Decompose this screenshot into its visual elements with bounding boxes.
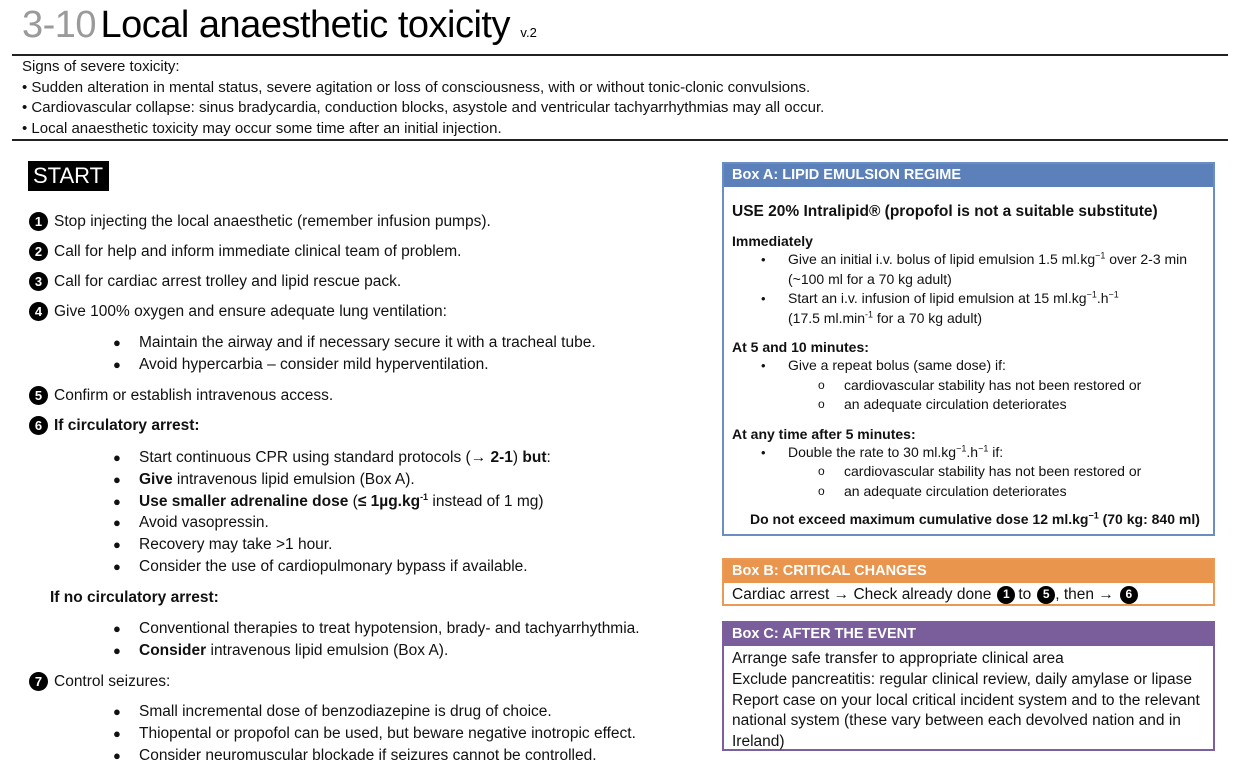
step-6-bullet: ● Avoid vasopressin. (113, 514, 269, 531)
page-title (22, 4, 537, 54)
section-number: 3-10 (22, 4, 97, 46)
after-five-minutes-heading: At any time after 5 minutes: (732, 425, 916, 442)
step-number-icon: 5 (29, 386, 48, 405)
step-text: Control seizures: (54, 672, 171, 690)
start-badge: START (28, 161, 109, 191)
five-ten-minutes-heading: At 5 and 10 minutes: (732, 339, 869, 355)
step-2 (29, 242, 461, 261)
step-number-icon: 1 (997, 586, 1015, 604)
step-number-icon: 1 (29, 212, 48, 231)
version-label: v.2 (520, 25, 537, 40)
step-number-icon: 3 (29, 272, 48, 291)
bullet-icon: ● (113, 472, 121, 487)
bullet-icon: ● (113, 494, 121, 509)
step-1 (29, 212, 491, 231)
step-text: Call for cardiac arrest trolley and lipid rescue pack. (54, 272, 402, 290)
step-number-icon: 7 (29, 672, 48, 691)
signs-section (22, 57, 824, 139)
box-a-subitem: o cardiovascular stability has not been restored or (732, 376, 1213, 396)
bullet-icon: ● (113, 515, 121, 530)
step-5 (29, 386, 333, 405)
step-4-bullet: ● Avoid hypercarbia – consider mild hyperventilation. (113, 356, 489, 373)
sign-item: • Cardiovascular collapse: sinus bradycardia, conduction blocks, asystole and ventricular tachyarrhythmias may all occur. (22, 99, 825, 116)
step-number-icon: 6 (1120, 586, 1138, 604)
signs-divider (12, 139, 1228, 141)
bullet-icon: ● (113, 450, 121, 465)
step-number-icon: 6 (29, 416, 48, 435)
step-6-bullet: ● Give intravenous lipid emulsion (Box A). (113, 471, 415, 488)
bullet-icon: ● (113, 559, 121, 574)
step-6-bullet: ● Recovery may take >1 hour. (113, 536, 333, 553)
step-7-bullet: ● Consider neuromuscular blockade if seizures cannot be controlled. (113, 747, 597, 764)
bullet-icon: ● (113, 537, 121, 552)
header-divider (12, 54, 1228, 56)
sign-item: • Sudden alteration in mental status, severe agitation or loss of consciousness, with or without tonic-clonic convulsions. (22, 78, 811, 96)
step-3 (29, 272, 401, 291)
box-a-item: • Double the rate to 30 $ml.kg^{-1}.h^{-1}$ if: (732, 443, 1213, 463)
sign-item: • Local anaesthetic toxicity may occur some time after an initial injection. (22, 119, 502, 137)
no-arrest-bullet: ● Conventional therapies to treat hypotension, brady- and tachyarrhythmia. (113, 620, 640, 637)
step-7 (29, 672, 170, 691)
box-b-header: Box B: CRITICAL CHANGES (724, 560, 1213, 583)
bullet-icon: ● (113, 704, 121, 719)
step-number-icon: 2 (29, 242, 48, 261)
no-arrest-heading: If no circulatory arrest: (50, 589, 219, 606)
step-text: Call for help and inform immediate clinical team of problem. (54, 242, 462, 260)
box-c-line: Exclude pancreatitis: regular clinical review, daily amylase or lipase (732, 670, 1193, 688)
step-text: Confirm or establish intravenous access. (54, 386, 334, 404)
box-a-item: • Give a repeat bolus (same dose) if: (732, 356, 1213, 376)
step-6 (29, 416, 200, 435)
step-7-bullet: ● Small incremental dose of benzodiazepine is drug of choice. (113, 703, 552, 720)
signs-heading: Signs of severe toxicity: (22, 58, 180, 75)
step-4 (29, 302, 447, 321)
step-number-icon: 5 (1037, 586, 1055, 604)
step-6-bullet: ● Start continuous CPR using standard protocols (→ 2-1) but: (113, 449, 551, 466)
step-6-bullet: ● Consider the use of cardiopulmonary bypass if available. (113, 558, 528, 575)
step-text: Stop injecting the local anaesthetic (remember infusion pumps). (54, 212, 491, 230)
box-a-subitem: o cardiovascular stability has not been restored or (732, 462, 1213, 482)
bullet-icon: ● (113, 643, 121, 658)
title-text: Local anaesthetic toxicity (100, 4, 510, 46)
step-6-bullet: ● Use smaller adrenaline dose (≤ $1\mu g.kg^{-1}$ instead of 1 mg) (113, 491, 544, 510)
step-text: Give 100% oxygen and ensure adequate lung ventilation: (54, 302, 447, 320)
step-7-bullet: ● Thiopental or propofol can be used, but beware negative inotropic effect. (113, 725, 636, 742)
box-b-critical-changes (722, 558, 1215, 606)
box-c-header: Box C: AFTER THE EVENT (724, 623, 1213, 646)
box-c-after-event (722, 621, 1215, 751)
bullet-icon: ● (113, 748, 121, 763)
box-c-line: Arrange safe transfer to appropriate clinical area (732, 650, 1064, 667)
box-a-header: Box A: LIPID EMULSION REGIME (724, 164, 1213, 187)
box-a-title: USE 20% Intralipid® (propofol is not a suitable substitute) (732, 203, 1158, 220)
box-a-item: • Start an i.v. infusion of lipid emulsion at 15 $ml.kg^{-1}.h^{-1}$ (17.5 $ml.\min^{-1}$ for a 70 kg adult) (732, 289, 1213, 328)
box-a-lipid-emulsion (722, 162, 1215, 536)
step-4-bullet: ● Maintain the airway and if necessary secure it with a tracheal tube. (113, 334, 596, 351)
bullet-icon: ● (113, 357, 121, 372)
box-a-subitem: o an adequate circulation deteriorates (732, 395, 1213, 415)
box-a-subitem: o an adequate circulation deteriorates (732, 482, 1213, 502)
step-text: If circulatory arrest: (54, 416, 200, 434)
no-arrest-bullet: ● Consider intravenous lipid emulsion (Box A). (113, 642, 449, 659)
bullet-icon: ● (113, 726, 121, 741)
immediately-heading: Immediately (732, 233, 813, 249)
bullet-icon: ● (113, 621, 121, 636)
box-a-item: • Give an initial i.v. bolus of lipid emulsion 1.5 $ml.kg^{-1}$ over 2-3 min (~100 ml for a 70 kg adult) (732, 250, 1213, 289)
max-dose-warning: Do not exceed maximum cumulative dose 12 $ml.kg^{-1}$ (70 kg: 840 ml) (750, 510, 1200, 527)
bullet-icon: ● (113, 335, 121, 350)
box-b-text: Cardiac arrest → Check already done 1 to 5 , then → 6 (724, 583, 1213, 606)
box-c-line: Report case on your local critical incident system and to the relevant national system (these vary between each devolved nation and in Ireland) (732, 691, 1200, 751)
step-number-icon: 4 (29, 302, 48, 321)
